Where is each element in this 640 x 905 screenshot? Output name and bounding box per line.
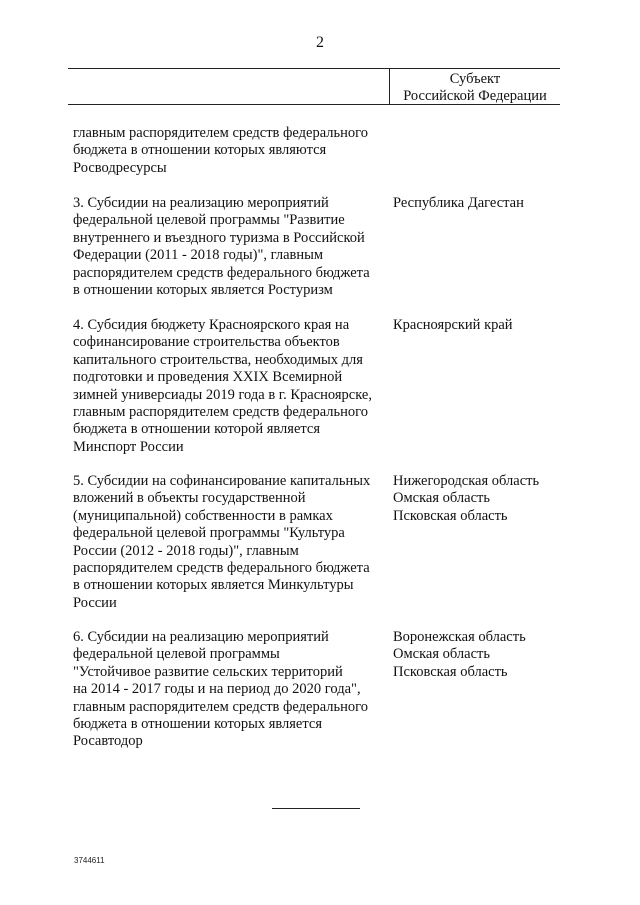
subsidy-description: 4. Субсидия бюджету Красноярского края на софинансирование строительства объектов капитального строительства, необходимых для подготовки и проведения XXIX Всемирной зимней универсиады 2019 года в г. Красноярске, главным распорядителем средств федерального бюджета в отношении которой является Минспорт России xyxy=(73,317,372,455)
subject-regions: Красноярский край xyxy=(393,317,513,333)
table-header xyxy=(68,68,560,104)
end-of-document-rule xyxy=(272,808,360,809)
subject-column-title: Субъект Российской Федерации xyxy=(403,71,547,104)
subsidy-description: 6. Субсидии на реализацию мероприятий федеральной целевой программы "Устойчивое развитие сельских территорий на 2014 - 2017 годы и на период до 2020 года", главным распорядителем средств федерального бюджета в отношении которых является Росавтодор xyxy=(73,629,368,750)
header-bottom-rule xyxy=(68,104,560,105)
subject-regions: Нижегородская область Омская область Псковская область xyxy=(393,473,540,524)
subsidy-description: 5. Субсидии на софинансирование капитальных вложений в объекты государственной (муниципальной) собственности в рамках федеральной целевой программы "Культура России (2012 - 2018 годы)", главным распорядителем средств федерального бюджета в отношении которых является Минкультуры России xyxy=(73,473,371,611)
subject-regions: Воронежская область Омская область Псковская область xyxy=(393,629,526,680)
subsidy-description: главным распорядителем средств федерального бюджета в отношении которых являются Росводресурсы xyxy=(73,125,368,176)
subsidy-description: 3. Субсидии на реализацию мероприятий федеральной целевой программы "Развитие внутреннего и въездного туризма в Российской Федерации (2011 - 2018 годы)", главным распорядителем средств федерального бюджета в отношении которых является Ростуризм xyxy=(73,195,370,299)
header-top-rule xyxy=(68,68,560,69)
subject-regions: Республика Дагестан xyxy=(393,195,524,211)
document-code: 3744611 xyxy=(74,856,105,865)
page-number: 2 xyxy=(316,34,324,51)
